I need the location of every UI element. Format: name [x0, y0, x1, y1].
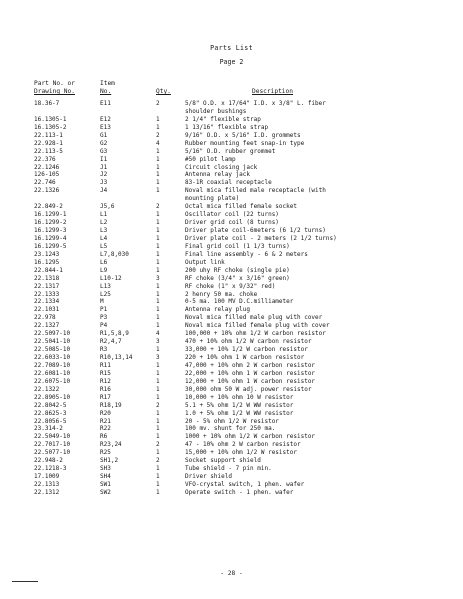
quantity-cell: 1 — [156, 266, 160, 274]
item-number-cell: R3 — [100, 346, 108, 354]
quantity-cell: 2 — [156, 203, 160, 211]
description-cell: 2 1/4" flexible strap — [185, 115, 261, 123]
part-number-cell: 22.1031 — [34, 306, 60, 314]
quantity-cell: 2 — [156, 401, 160, 409]
item-number-cell: L5 — [100, 242, 108, 250]
header-part-number — [34, 80, 75, 96]
part-number-cell: 16.1299-5 — [34, 242, 67, 250]
part-number-cell: 22.5077-10 — [34, 449, 71, 457]
part-number-cell: 22.1333 — [34, 290, 60, 298]
part-number-cell: 22.5041-10 — [34, 338, 71, 346]
part-number-cell: 126-105 — [34, 171, 60, 179]
quantity-cell: 1 — [156, 377, 160, 385]
page-subtitle: Page 2 — [219, 58, 244, 66]
table-row — [0, 116, 463, 124]
quantity-cell: 1 — [156, 250, 160, 258]
description-cell: 5/8" O.D. x 17/64" I.D. x 3/8" L. fiber — [185, 100, 326, 107]
table-row — [0, 330, 463, 338]
quantity-cell: 2 — [156, 441, 160, 449]
part-number-cell: 22.6081-10 — [34, 369, 71, 377]
part-number-cell: 22.928-1 — [34, 139, 63, 147]
table-row — [0, 283, 463, 291]
part-number-cell: 22.1318 — [34, 274, 60, 282]
part-number-cell: 22.1313 — [34, 481, 60, 488]
description-cell: Driver grid coil (8 turns) — [185, 219, 279, 227]
part-number-cell: 22.844-1 — [34, 266, 63, 274]
item-number-cell: G1 — [100, 131, 108, 139]
table-row — [0, 124, 463, 132]
item-number-cell: M — [100, 298, 104, 306]
quantity-cell: 1 — [156, 211, 160, 219]
table-row — [0, 219, 463, 227]
description-cell: Final grid coil (1 1/3 turns) — [185, 242, 290, 250]
table-row — [0, 457, 463, 465]
item-number-cell: P3 — [100, 314, 108, 322]
part-number-cell: 22.1327 — [34, 322, 60, 330]
item-number-cell: R23,24 — [100, 441, 122, 449]
table-row — [0, 132, 463, 140]
part-number-cell: 22.1334 — [34, 298, 60, 306]
table-row — [0, 156, 463, 164]
quantity-cell: 2 — [156, 100, 160, 107]
table-row — [0, 425, 463, 433]
item-number-cell: J5,6 — [100, 203, 115, 211]
table-row — [0, 203, 463, 211]
item-number-cell: L6 — [100, 258, 108, 266]
table-row — [0, 441, 463, 449]
description-cell: 22,000 + 10% ohm 1 W carbon resistor — [185, 369, 316, 377]
quantity-cell: 1 — [156, 298, 160, 306]
table-row — [0, 259, 463, 267]
quantity-cell: 1 — [156, 417, 160, 425]
header-item-line1: Item — [100, 80, 115, 87]
header-description — [252, 88, 293, 96]
part-number-cell: 22.8905-10 — [34, 393, 71, 401]
description-cell: 20 - 5% ohm 1/2 W resistor — [185, 417, 279, 425]
quantity-cell: 1 — [156, 163, 160, 171]
table-row — [0, 314, 463, 322]
part-number-cell: 22.1326 — [34, 187, 60, 195]
quantity-cell: 1 — [156, 449, 160, 457]
quantity-cell: 1 — [156, 481, 160, 488]
item-number-cell: R21 — [100, 417, 111, 425]
table-row — [0, 140, 463, 148]
description-cell: 15,000 + 10% ohm 1/2 W resistor — [185, 449, 297, 457]
table-row — [0, 275, 463, 283]
description-cell: 30,000 ohm 50 W adj. power resistor — [185, 385, 312, 393]
parts-table — [0, 100, 463, 497]
margin-mark — [12, 581, 38, 582]
quantity-cell: 3 — [156, 354, 160, 361]
table-row — [0, 251, 463, 259]
part-number-cell: 16.1299-2 — [34, 219, 67, 227]
part-number-cell: 22.113-5 — [34, 147, 63, 155]
quantity-cell: 1 — [156, 465, 160, 473]
part-number-cell: 22.6033-10 — [34, 354, 71, 361]
item-number-cell: J2 — [100, 171, 108, 179]
quantity-cell: 4 — [156, 139, 160, 147]
part-number-cell: 22.376 — [34, 155, 56, 163]
description-cell: Socket support shield — [185, 457, 261, 465]
part-number-cell: 16.1305-2 — [34, 123, 67, 131]
quantity-cell: 1 — [156, 155, 160, 163]
table-row — [0, 235, 463, 243]
description-cell: shoulder bushings — [185, 107, 247, 115]
quantity-cell: 1 — [156, 385, 160, 393]
quantity-cell: 1 — [156, 123, 160, 131]
table-row — [0, 378, 463, 386]
table-row — [0, 187, 463, 195]
item-number-cell: E11 — [100, 100, 111, 107]
item-number-cell: I1 — [100, 155, 108, 163]
table-row — [0, 354, 463, 362]
quantity-cell: 1 — [156, 187, 160, 195]
description-cell: Output link — [185, 258, 225, 266]
item-number-cell: R15 — [100, 369, 111, 377]
part-number-cell: 22.8625-3 — [34, 409, 67, 417]
table-row — [0, 481, 463, 489]
quantity-cell: 2 — [156, 457, 160, 465]
quantity-cell: 1 — [156, 314, 160, 322]
part-number-cell: 16.1305-1 — [34, 115, 67, 123]
quantity-cell: 2 — [156, 131, 160, 139]
item-number-cell: G2 — [100, 139, 108, 147]
table-row — [0, 362, 463, 370]
item-number-cell: L4 — [100, 234, 108, 242]
description-cell: Octal mica filled female socket — [185, 203, 297, 211]
part-number-cell: 23.314-2 — [34, 425, 63, 433]
description-cell: 1 13/16" flexible strap — [185, 123, 269, 131]
item-number-cell: R1,5,8,9 — [100, 330, 129, 338]
part-number-cell: 22.1322 — [34, 385, 60, 393]
quantity-cell: 4 — [156, 330, 160, 338]
quantity-cell: 3 — [156, 338, 160, 346]
quantity-cell: 1 — [156, 171, 160, 179]
item-number-cell: L9 — [100, 266, 108, 274]
description-cell: 10,000 + 10% ohm 10 W resistor — [185, 393, 294, 401]
description-cell: VFO-crystal switch, 1 phen. wafer — [185, 481, 305, 488]
quantity-cell: 1 — [156, 488, 160, 496]
part-number-cell: 16.1299-4 — [34, 234, 67, 242]
table-row — [0, 346, 463, 354]
item-number-cell: R22 — [100, 425, 111, 433]
header-item-line2: No. — [100, 88, 112, 96]
description-cell: 2 henry 50 ma. choke — [185, 290, 258, 298]
description-cell: #50 pilot lamp — [185, 155, 236, 163]
item-number-cell: E13 — [100, 123, 111, 131]
item-number-cell: R10,13,14 — [100, 354, 133, 361]
item-number-cell: J4 — [100, 187, 108, 195]
table-row — [0, 227, 463, 235]
quantity-cell: 1 — [156, 227, 160, 234]
table-row — [0, 195, 463, 203]
table-row — [0, 171, 463, 179]
description-cell: Oscillator coil (22 turns) — [185, 211, 279, 219]
quantity-cell: 1 — [156, 179, 160, 187]
part-number-cell: 22.5085-10 — [34, 346, 71, 354]
description-cell: Driver plate coil - 2 meters (2 1/2 turns) — [185, 234, 337, 242]
item-number-cell: R20 — [100, 409, 111, 417]
part-number-cell: 22.849-2 — [34, 203, 63, 211]
description-cell: 220 + 10% ohm 1 W carbon resistor — [185, 354, 305, 361]
description-cell: mounting plate) — [185, 195, 240, 203]
quantity-cell: 1 — [156, 219, 160, 227]
part-number-cell: 22.113-1 — [34, 131, 63, 139]
header-quantity — [156, 88, 171, 96]
description-cell: 1000 + 10% ohm 1/2 W carbon resistor — [185, 433, 316, 441]
quantity-cell: 1 — [156, 425, 160, 433]
description-cell: 9/16" O.D. x 5/16" I.D. grommets — [185, 131, 301, 139]
header-item-number — [100, 80, 115, 96]
item-number-cell: L2 — [100, 219, 108, 227]
item-number-cell: L25 — [100, 290, 111, 298]
table-row — [0, 179, 463, 187]
description-cell: RF choke (3/4" x 3/16" green) — [185, 274, 290, 282]
item-number-cell: P4 — [100, 322, 108, 330]
part-number-cell: 22.1246 — [34, 163, 60, 171]
part-number-cell: 22.6075-10 — [34, 377, 71, 385]
part-number-cell: 22.8042-5 — [34, 401, 67, 409]
item-number-cell: E12 — [100, 115, 111, 123]
quantity-cell: 1 — [156, 242, 160, 250]
table-row — [0, 473, 463, 481]
description-cell: Antenna relay plug — [185, 306, 251, 314]
description-cell: 47,000 + 10% ohm 2 W carbon resistor — [185, 361, 316, 369]
table-row — [0, 386, 463, 394]
table-row — [0, 100, 463, 108]
table-row — [0, 267, 463, 275]
description-cell: 47 - 10% ohm 2 W carbon resistor — [185, 441, 301, 449]
description-cell: 470 + 10% ohm 1/2 W carbon resistor — [185, 338, 312, 346]
description-cell: 1.0 + 5% ohm 1/2 W WW resistor — [185, 409, 294, 417]
table-row — [0, 410, 463, 418]
part-number-cell: 16.1299-1 — [34, 211, 67, 219]
description-cell: Driver plate coil-6meters (6 1/2 turns) — [185, 227, 326, 234]
item-number-cell: R2,4,7 — [100, 338, 122, 346]
page-number: - 28 - — [220, 570, 243, 577]
table-row — [0, 418, 463, 426]
page-title: Parts List — [210, 44, 253, 52]
quantity-cell: 1 — [156, 290, 160, 298]
quantity-cell: 1 — [156, 306, 160, 314]
description-cell: Noval mica filled male plug with cover — [185, 314, 323, 322]
quantity-cell: 1 — [156, 473, 160, 481]
quantity-cell: 1 — [156, 147, 160, 155]
description-cell: RF choke (1" x 9/32" red) — [185, 282, 276, 290]
item-number-cell: SW2 — [100, 488, 111, 496]
description-cell: Operate switch - 1 phen. wafer — [185, 488, 294, 496]
description-cell: 83-1R coaxial receptacle — [185, 179, 272, 187]
quantity-cell: 1 — [156, 369, 160, 377]
description-cell: Noval mica filled male receptacle (with — [185, 187, 326, 195]
description-cell: Driver shield — [185, 473, 232, 481]
description-cell: 5.1 + 5% ohm 1/2 W WW resistor — [185, 401, 294, 409]
header-part-line1: Part No. or — [34, 80, 75, 87]
part-number-cell: 22.1218-3 — [34, 465, 67, 473]
description-cell: Final line assembly - 6 & 2 meters — [185, 250, 308, 258]
item-number-cell: P1 — [100, 306, 108, 314]
description-cell: 33,000 + 10% 1/2 W carbon resistor — [185, 346, 308, 354]
quantity-cell: 1 — [156, 115, 160, 123]
table-row — [0, 306, 463, 314]
table-row — [0, 108, 463, 116]
part-number-cell: 22.746 — [34, 179, 56, 187]
part-number-cell: 22.7017-10 — [34, 441, 71, 449]
part-number-cell: 16.1295 — [34, 258, 60, 266]
header-desc-label: Description — [252, 88, 293, 95]
table-row — [0, 394, 463, 402]
table-row — [0, 449, 463, 457]
part-number-cell: 22.5049-10 — [34, 433, 71, 441]
table-row — [0, 465, 463, 473]
part-number-cell: 23.1243 — [34, 250, 60, 258]
table-row — [0, 243, 463, 251]
header-part-line2: Drawing No. — [34, 88, 75, 96]
quantity-cell: 1 — [156, 361, 160, 369]
item-number-cell: R11 — [100, 361, 111, 369]
item-number-cell: L10-12 — [100, 274, 122, 282]
item-number-cell: R16 — [100, 385, 111, 393]
table-row — [0, 338, 463, 346]
item-number-cell: R25 — [100, 449, 111, 457]
item-number-cell: L13 — [100, 282, 111, 290]
part-number-cell: 22.8056-5 — [34, 417, 67, 425]
item-number-cell: L1 — [100, 211, 108, 219]
item-number-cell: SW1 — [100, 481, 111, 488]
description-cell: 0-5 ma. 100 MV D.C.milliameter — [185, 298, 294, 306]
quantity-cell: 1 — [156, 258, 160, 266]
description-cell: 5/16" O.D. rubber grommet — [185, 147, 276, 155]
description-cell: Antenna relay jack — [185, 171, 251, 179]
part-number-cell: 22.1312 — [34, 488, 60, 496]
description-cell: Rubber mounting feet snap-in type — [185, 139, 305, 147]
table-row — [0, 370, 463, 378]
quantity-cell: 1 — [156, 346, 160, 354]
table-row — [0, 402, 463, 410]
part-number-cell: 22.978 — [34, 314, 56, 322]
item-number-cell: G3 — [100, 147, 108, 155]
table-row — [0, 291, 463, 299]
quantity-cell: 1 — [156, 433, 160, 441]
description-cell: Tube shield - 7 pin min. — [185, 465, 272, 473]
part-number-cell: 22.7089-10 — [34, 361, 71, 369]
part-number-cell: 22.948-2 — [34, 457, 63, 465]
item-number-cell: R12 — [100, 377, 111, 385]
table-row — [0, 148, 463, 156]
quantity-cell: 1 — [156, 282, 160, 290]
description-cell: Noval mica filled female plug with cover — [185, 322, 330, 330]
description-cell: Circuit closing jack — [185, 163, 258, 171]
item-number-cell: SH4 — [100, 473, 111, 481]
item-number-cell: J3 — [100, 179, 108, 187]
quantity-cell: 1 — [156, 393, 160, 401]
item-number-cell: L7,8,030 — [100, 250, 129, 258]
description-cell: 12,000 + 10% ohm 1 W carbon resistor — [185, 377, 316, 385]
table-row — [0, 433, 463, 441]
part-number-cell: 18.36-7 — [34, 100, 60, 107]
part-number-cell: 22.1317 — [34, 282, 60, 290]
item-number-cell: L3 — [100, 227, 108, 234]
item-number-cell: J1 — [100, 163, 108, 171]
quantity-cell: 1 — [156, 234, 160, 242]
part-number-cell: 16.1299-3 — [34, 227, 67, 234]
quantity-cell: 1 — [156, 409, 160, 417]
item-number-cell: SH3 — [100, 465, 111, 473]
quantity-cell: 3 — [156, 274, 160, 282]
item-number-cell: R17 — [100, 393, 111, 401]
description-cell: 200 uhy RF choke (single pie) — [185, 266, 290, 274]
table-row — [0, 489, 463, 497]
table-row — [0, 164, 463, 172]
table-row — [0, 322, 463, 330]
item-number-cell: SH1,2 — [100, 457, 119, 465]
part-number-cell: 22.5097-10 — [34, 330, 71, 338]
item-number-cell: R6 — [100, 433, 108, 441]
table-row — [0, 211, 463, 219]
part-number-cell: 17.1009 — [34, 473, 60, 481]
table-row — [0, 298, 463, 306]
header-qty-label: Qty. — [156, 88, 171, 95]
description-cell: 100,000 + 10% ohm 1/2 W carbon resistor — [185, 330, 326, 338]
item-number-cell: R18,19 — [100, 401, 122, 409]
description-cell: 100 mv. shunt for 250 ma. — [185, 425, 276, 433]
quantity-cell: 1 — [156, 322, 160, 330]
